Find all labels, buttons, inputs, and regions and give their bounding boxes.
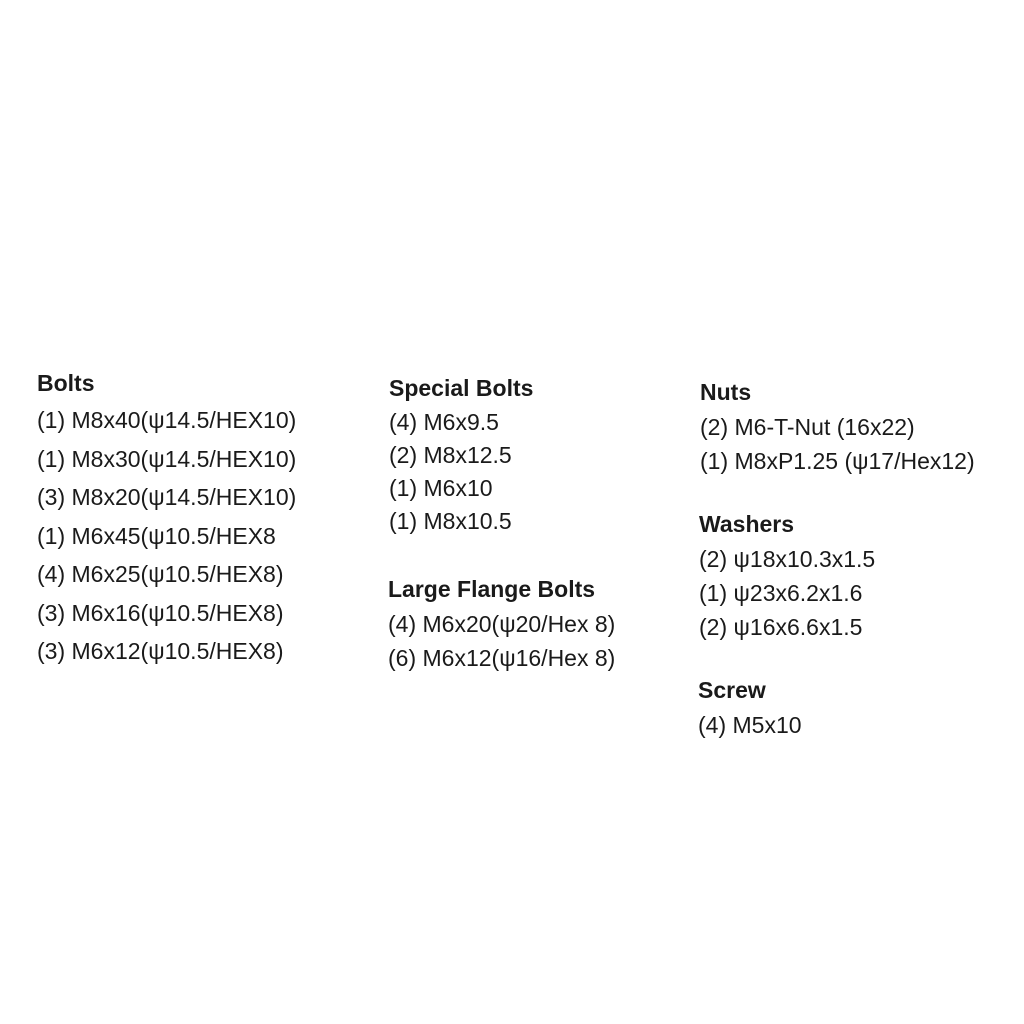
- section-heading: Screw: [698, 677, 766, 703]
- list-item: (2) ψ18x10.3x1.5: [699, 546, 876, 572]
- section-heading: Nuts: [700, 379, 752, 405]
- washers-section: [699, 510, 875, 644]
- section-heading: Large Flange Bolts: [388, 576, 596, 602]
- list-item: (6) M6x12(ψ16/Hex 8): [388, 645, 616, 671]
- large-flange-bolts-section: [388, 575, 615, 675]
- list-item: (4) M6x20(ψ20/Hex 8): [388, 611, 616, 637]
- list-item: (1) M8xP1.25 (ψ17/Hex12): [700, 448, 975, 474]
- list-item: (1) M6x45(ψ10.5/HEX8: [37, 522, 276, 549]
- list-item: (2) ψ16x6.6x1.5: [699, 614, 863, 640]
- list-item: (4) M5x10: [698, 712, 802, 738]
- list-item: (3) M6x12(ψ10.5/HEX8): [37, 638, 284, 664]
- list-item: (1) M8x40(ψ14.5/HEX10): [37, 407, 297, 433]
- list-item: (1) ψ23x6.2x1.6: [699, 580, 863, 606]
- section-heading: Bolts: [37, 370, 95, 396]
- list-item: (3) M6x16(ψ10.5/HEX8): [37, 599, 284, 626]
- bolts-section: [37, 369, 296, 671]
- list-item: (1) M8x10.5: [389, 508, 512, 534]
- special-bolts-section: [389, 374, 533, 538]
- section-heading: Special Bolts: [389, 375, 534, 401]
- screw-section: [698, 676, 802, 742]
- list-item: (2) M8x12.5: [389, 442, 512, 468]
- list-item: (3) M8x20(ψ14.5/HEX10): [37, 484, 297, 510]
- nuts-section: [700, 378, 975, 478]
- list-item: (2) M6-T-Nut (16x22): [700, 414, 915, 440]
- list-item: (1) M8x30(ψ14.5/HEX10): [37, 445, 297, 472]
- section-heading: Washers: [699, 511, 795, 537]
- list-item: (1) M6x10: [389, 475, 493, 501]
- list-item: (4) M6x9.5: [389, 409, 499, 435]
- list-item: (4) M6x25(ψ10.5/HEX8): [37, 561, 284, 587]
